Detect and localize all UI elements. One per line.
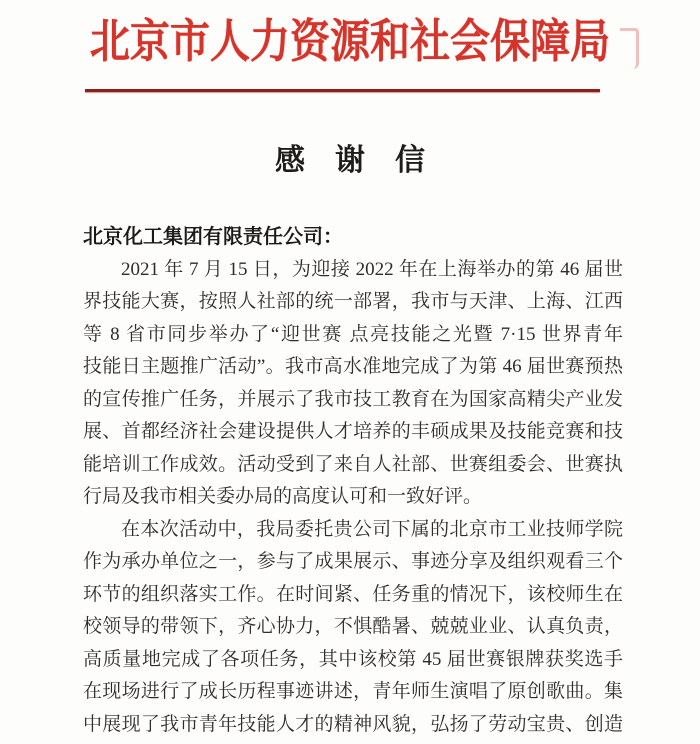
letter-line: 中展现了我市青年技能人才的精神风貌，弘扬了劳动宝贵、创造 xyxy=(83,713,623,735)
letterhead-rule xyxy=(85,89,600,92)
letter-paragraph xyxy=(83,254,623,514)
letter-paragraph xyxy=(83,514,623,742)
letter-body xyxy=(83,221,623,741)
letter-line: 环节的组织落实工作。在时间紧、任务重的情况下，该校师生在 xyxy=(83,583,623,605)
letter-line: 2021 年 7 月 15 日，为迎接 2022 年在上海举办的第 46 届世 xyxy=(121,258,623,280)
letter-line: 展、首都经济社会建设提供人才培养的丰硕成果及技能竞赛和技 xyxy=(83,421,623,442)
letter-line: 校领导的带领下，齐心协力，不惧酷暑、兢兢业业、认真负责， xyxy=(83,616,623,637)
letter-line: 在本次活动中，我局委托贵公司下属的北京市工业技师学院 xyxy=(121,518,623,540)
letter-line: 在现场进行了成长历程事迹讲述，青年师生演唱了原创歌曲。集 xyxy=(83,681,623,702)
letter-line: 技能日主题推广活动”。我市高水准地完成了为第 46 届世赛预热 xyxy=(83,356,623,377)
letter-line: 行局及我市相关委办局的高度认可和一致好评。 xyxy=(83,486,483,507)
letterhead-org-name: 北京市人力资源和社会保障局 xyxy=(89,16,611,67)
letter-line: 作为承办单位之一，参与了成果展示、事迹分享及组织观看三个 xyxy=(83,551,623,572)
letter-title: 感 谢 信 xyxy=(275,144,425,177)
letter-line: 能培训工作成效。活动受到了来自人社部、世赛组委会、世赛执 xyxy=(83,453,623,475)
salutation: 北京化工集团有限责任公司： xyxy=(83,226,343,248)
letter-paragraphs xyxy=(83,254,623,742)
letter-line: 界技能大赛，按照人社部的统一部署，我市与天津、上海、江西 xyxy=(83,291,623,312)
scan-ghost-artifact xyxy=(620,28,639,69)
letter-line: 等 8 省市同步举办了“迎世赛 点亮技能之光暨 7·15 世界青年 xyxy=(83,323,623,345)
letter-line: 的宣传推广任务，并展示了我市技工教育在为国家高精尖产业发 xyxy=(83,388,623,410)
letter-line: 高质量地完成了各项任务，其中该校第 45 届世赛银牌获奖选手 xyxy=(83,648,623,670)
